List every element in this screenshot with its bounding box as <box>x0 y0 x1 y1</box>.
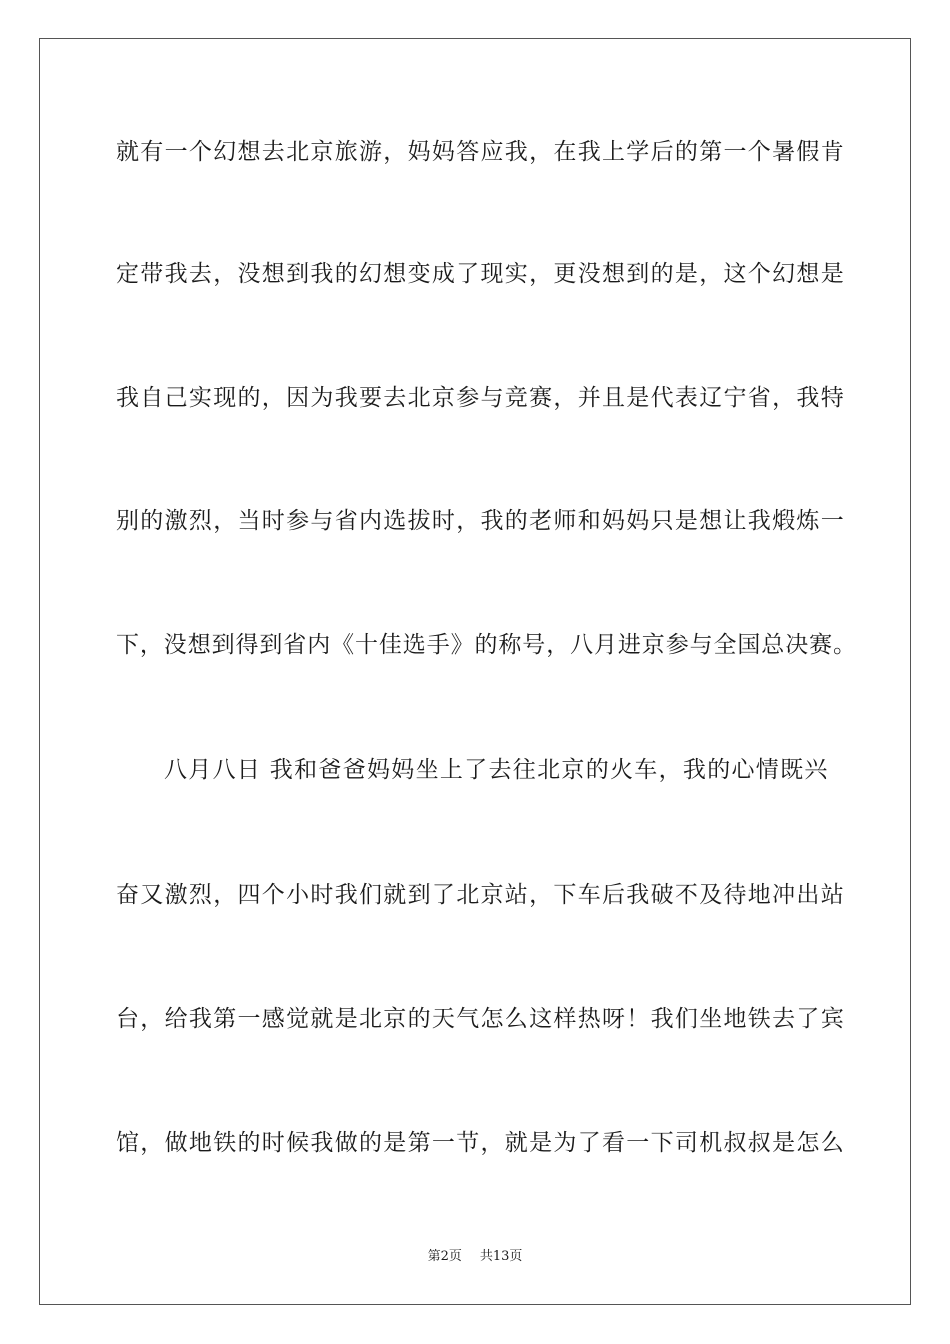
text-line: 别的激烈，当时参与省内选拔时，我的老师和妈妈只是想让我煅炼一 <box>116 508 845 534</box>
page-border <box>39 38 911 1305</box>
page-footer <box>0 1248 950 1266</box>
total-pages: 共13页 <box>479 1249 523 1264</box>
current-page-number: 第2页 <box>427 1249 462 1264</box>
text-line: 定带我去，没想到我的幻想变成了现实，更没想到的是，这个幻想是 <box>116 261 845 287</box>
text-line: 就有一个幻想去北京旅游，妈妈答应我，在我上学后的第一个暑假肯 <box>116 139 845 165</box>
text-line: 我自己实现的，因为我要去北京参与竞赛，并且是代表辽宁省，我特 <box>116 385 845 411</box>
text-line: 八月八日 我和爸爸妈妈坐上了去往北京的火车，我的心情既兴 <box>164 757 829 783</box>
text-line: 台，给我第一感觉就是北京的天气怎么这样热呀！我们坐地铁去了宾 <box>116 1006 845 1032</box>
text-line: 馆，做地铁的时候我做的是第一节，就是为了看一下司机叔叔是怎么 <box>116 1130 845 1156</box>
text-line: 下，没想到得到省内《十佳选手》的称号，八月进京参与全国总决赛。 <box>116 632 857 658</box>
text-line: 奋又激烈，四个小时我们就到了北京站，下车后我破不及待地冲出站 <box>116 882 845 908</box>
